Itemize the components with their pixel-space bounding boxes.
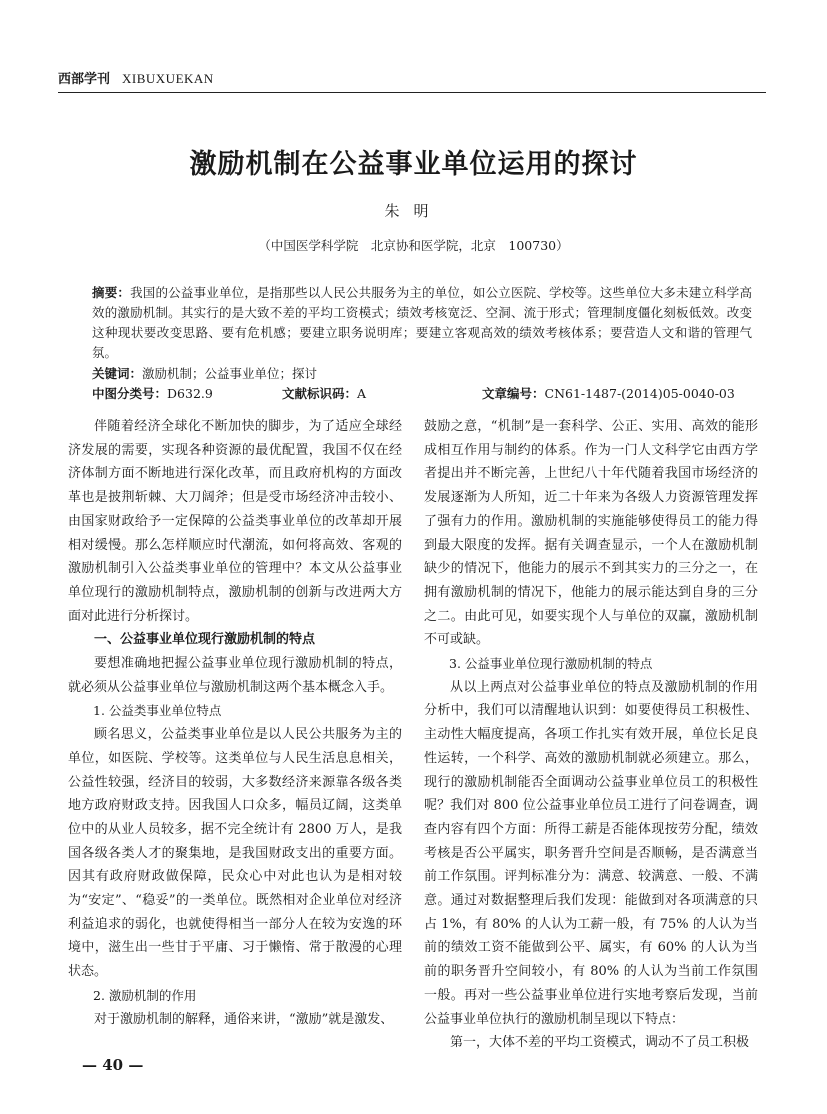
article-author: 朱明 xyxy=(384,202,443,220)
section-heading: 一、公益事业单位现行激励机制的特点 xyxy=(94,632,316,648)
article-no-value: CN61-1487-(2014)05-0040-03 xyxy=(544,386,735,401)
document-code xyxy=(282,384,366,404)
paragraph: 鼓励之意，“机制”是一套科学、公正、实用、高效的能形成相互作用与制约的体系。作为一门人文科学它由西方学者提出并不断完善，上世纪八十年代随着我国市场经济的发展逐渐为人所知，近二十年来为各级人力资源管理发挥了强有力的作用。激励机制的实施能够使得员工的能力得到最大限度的发挥。据有关调查显示，一个人在激励机制缺少的情况下，他能力的展示不到其实力的三分之一，在拥有激励机制的情况下，他能力的展示能达到自身的三分之二。由此可见，如要实现个人与单位的双赢，激励机制不可或缺。 xyxy=(424,419,758,648)
paragraph: 伴随着经济全球化不断加快的脚步，为了适应全球经济发展的需要，实现各种资源的最优配置，我国不仅在经济体制方面不断地进行深化改革，而且政府机构的方面改革也是披荆斩棘、大刀阔斧；但是受市场经济冲击较小、由国家财政给予一定保障的公益类事业单位的改革却开展相对缓慢。那么怎样顺应时代潮流，如何将高效、客观的激励机制引入公益类事业单位的管理中？本文从公益事业单位现行的激励机制特点，激励机制的创新与改进两大方面对此进行分析探讨。 xyxy=(68,419,402,624)
article-title: 激励机制在公益事业单位运用的探讨 xyxy=(189,149,638,180)
doc-code-label: 文献标识码： xyxy=(282,386,358,401)
subsection-heading: 2. 激励机制的作用 xyxy=(93,987,197,1003)
subsection-heading: 3. 公益事业单位现行激励机制的特点 xyxy=(449,656,653,672)
running-header xyxy=(58,68,766,87)
body-column-right xyxy=(424,415,758,1055)
article-no-label: 文章编号： xyxy=(482,386,545,401)
abstract-text: 我国的公益事业单位，是指那些以人民公共服务为主的单位，如公立医院、学校等。这些单位大多未建立科学高效的激励机制。其实行的是大致不差的平均工资模式；绩效考核宽泛、空洞、流于形式；管理制度僵化刻板低效。改变这种现状要改变思路、要有危机感；要建立职务说明库；要建立客观高效的绩效考核体系；要营造人文和谐的管理气氛。 xyxy=(92,285,752,360)
journal-name-cn: 西部学刊 xyxy=(58,72,111,87)
journal-name-en: XIBUXUEKAN xyxy=(122,71,214,86)
paragraph: 对于激励机制的解释，通俗来讲，“激励”就是激发、 xyxy=(94,1011,394,1027)
author-affiliation: （中国医学科学院 北京协和医学院，北京 100730） xyxy=(258,238,569,253)
header-rule xyxy=(58,92,766,93)
keywords-label: 关键词： xyxy=(92,366,143,381)
page-number: — 40 — xyxy=(82,1056,144,1074)
clc-label: 中图分类号： xyxy=(92,386,168,401)
paragraph: 要想准确地把握公益事业单位现行激励机制的特点，就必须从公益事业单位与激励机制这两个基本概念入手。 xyxy=(68,656,402,695)
paragraph: 顾名思义，公益类事业单位是以人民公共服务为主的单位，如医院、学校等。这类单位与人民生活息息相关，公益性较强，经济目的较弱，大多数经济来源靠各级各类地方政府财政支持。因我国人口众多，幅员辽阔，这类单位中的从业人员较多，据不完全统计有 2800 万人，是我国各级各类人才的聚集地，是我国财政支出的重要方面。因其有政府财政做保障，民众心中对此也认为是相对较为“安定”、“稳妥”的一类单位。既然相对企业单位对经济利益追求的弱化，也就使得相当一部分人在较为安逸的环境中，滋生出一些甘于平庸、习于懒惰、常于散漫的心理状态。 xyxy=(68,727,402,980)
body-column-left xyxy=(68,415,402,1031)
clc-value: D632.9 xyxy=(167,386,213,401)
paragraph: 从以上两点对公益事业单位的特点及激励机制的作用分析中，我们可以清醒地认识到：如要使得员工积极性、主动性大幅度提高，各项工作扎实有效开展，单位长足良性运转，一个科学、高效的激励机制就必须建立。那么，现行的激励机制能否全面调动公益事业单位员工的积极性呢？我们对 800 位公益事业单位员工进行了问卷调查，调查内容有四个方面：所得工薪是否能体现按劳分配，绩效考核是否公平属实，职务晋升空间是否顺畅，是否满意当前工作氛围。评判标准分为：满意、较满意、一般、不满意。通过对数据整理后我们发现：能做到对各项满意的只占 1%，有 80% 的人认为工薪一般，有 75% 的人认为当前的绩效工资不能做到公平、属实，有 60% 的人认为当前的职务晋升空间较小，有 80% 的人认为当前工作氛围一般。再对一些公益事业单位进行实地考察后发现，当前公益事业单位执行的激励机制呈现以下特点： xyxy=(424,679,758,1027)
paragraph: 第一，大体不差的平均工资模式，调动不了员工积极 xyxy=(450,1035,750,1051)
keywords-text: 激励机制；公益事业单位；探讨 xyxy=(142,366,318,381)
abstract xyxy=(92,283,752,363)
subsection-heading: 1. 公益类事业单位特点 xyxy=(93,703,222,719)
clc-number xyxy=(92,384,213,404)
keywords xyxy=(92,364,752,384)
abstract-label: 摘要： xyxy=(92,285,131,300)
doc-code-value: A xyxy=(357,386,367,401)
article-number xyxy=(482,384,735,404)
